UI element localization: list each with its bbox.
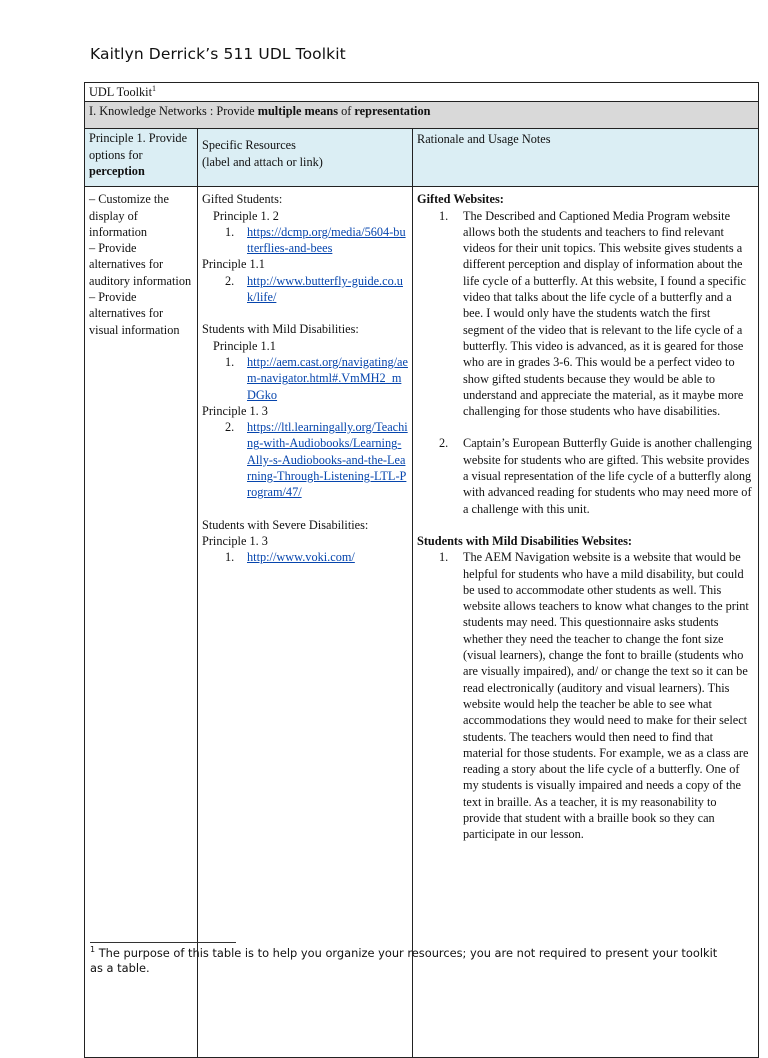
footnote-text: The purpose of this table is to help you organize your resources; you are not required to present your toolkit as a table.	[90, 946, 718, 975]
butterfly-guide-link[interactable]: http://www.butterfly-guide.co.uk/life/	[247, 273, 403, 305]
severe-principle-1-3: Principle 1. 3	[202, 533, 268, 548]
principle-header-bold: perception	[89, 163, 145, 178]
content-row	[85, 187, 759, 1058]
rationale-item	[417, 435, 754, 516]
section-mid: of	[338, 104, 355, 119]
mild-principle-1-3: Principle 1. 3	[202, 403, 268, 418]
footnote-separator	[90, 942, 236, 943]
section-header-cell	[85, 102, 759, 129]
rationale-item	[417, 549, 754, 842]
mild-resource-item	[202, 354, 408, 403]
item-number: 1.	[439, 550, 449, 565]
dcmp-rationale-text: The Described and Captioned Media Program website allows both the students and teachers to find relevant videos for their unit topics. This website gives students a different perception and display of information about the life cycle of a butterfly. At this website, I found a specific video that talks about the life cycle of a butterfly and a bee. I would only have the students watch the first segment of the video that is relevant to the life cycle of a butterfly. This video is advanced, as it is geared for those who are in grades 3-6. This would be a perfect video to show gifted students because they would be able to understand and appreciate the material, as it maybe more challenging for those students who have disabilities.	[463, 208, 746, 419]
rationale-header-text: Rationale and Usage Notes	[417, 132, 551, 147]
aem-rationale-text: The AEM Navigation website is a website that would be helpful for students who have a mild disability, but could be used to accommodate other students as well. This website allows teachers to know what changes to the print students may need. This questionnaire asks students whether they need the teacher to change the font size (visual learners), change the font to braille (students who are visually impaired), and/ or change the text so it can be read electronically (auditory and visual learners). This website would help the teacher be able to see what accommodations they would need to make for their select students. The teachers would then need to find that material for those students. For example, we as a class are reading a story about the life cycle of a butterfly. One of my students is visually impaired and needs a copy of the text in braille. As a teacher, it is my reasonability to provide that student with a braille book so they can participate in our lesson.	[463, 550, 749, 842]
resources-header-line2: (label and attach or link)	[202, 154, 323, 169]
mild-disabilities-heading: Students with Mild Disabilities:	[202, 322, 359, 337]
mild-principle-1-1: Principle 1.1	[213, 338, 276, 353]
resources-header-line1: Specific Resources	[202, 138, 296, 153]
mild-disabilities-websites-heading: Students with Mild Disabilities Websites:	[417, 533, 632, 548]
column-header-row	[85, 129, 759, 187]
gifted-principle-1-1: Principle 1.1	[202, 257, 265, 272]
footnote	[90, 946, 730, 976]
gifted-websites-heading: Gifted Websites:	[417, 192, 504, 207]
toolkit-label: UDL Toolkit	[89, 85, 153, 99]
severe-disabilities-heading: Students with Severe Disabilities:	[202, 517, 369, 532]
section-bold-representation: representation	[354, 104, 431, 119]
gifted-resource-item	[202, 273, 408, 306]
footnote-marker: 1	[152, 83, 157, 93]
principle-header-cell	[85, 129, 198, 187]
item-number: 2.	[439, 436, 449, 451]
udl-toolkit-table	[84, 82, 759, 1058]
voki-link[interactable]: http://www.voki.com/	[247, 550, 355, 565]
item-number: 1.	[439, 208, 449, 223]
gifted-resource-item	[202, 224, 408, 257]
resources-header-cell	[198, 129, 413, 187]
learning-ally-link[interactable]: https://ltl.learningally.org/Teaching-with-Audiobooks/Learning-Ally-s-Audiobooks-and-the-Learning-Through-Listening-LTL-Program/47/	[247, 420, 408, 500]
section-bold-multiple-means: multiple means	[257, 104, 338, 119]
rationale-item	[417, 208, 754, 420]
aem-cast-link[interactable]: http://aem.cast.org/navigating/aem-navigator.html#.VmMH2_mDGko	[247, 354, 408, 402]
toolkit-title-row	[85, 83, 759, 102]
item-number: 1.	[225, 354, 235, 369]
mild-resource-item	[202, 419, 408, 500]
item-number: 2.	[225, 420, 235, 435]
severe-resource-item	[202, 549, 408, 565]
resources-body-cell	[198, 187, 413, 1058]
principle-options-text: – Customize the display of information – Provide alternatives for auditory information – Provide alternatives for visual information	[89, 192, 192, 337]
item-number: 2.	[225, 273, 235, 288]
section-prefix: I. Knowledge Networks : Provide	[89, 104, 258, 119]
section-header-row	[85, 102, 759, 129]
item-number: 1.	[225, 550, 235, 565]
gifted-principle-1-2: Principle 1. 2	[213, 208, 279, 223]
butterfly-guide-rationale-text: Captain’s European Butterfly Guide is another challenging website for students who are gifted. This website provides a visual representation of the life cycle of a butterfly along with advanced reading for students who may need more of a challenge with this unit.	[463, 436, 752, 516]
dcmp-link[interactable]: https://dcmp.org/media/5604-butterflies-and-bees	[247, 224, 406, 256]
footnote-number: 1	[90, 945, 96, 955]
page-title: Kaitlyn Derrick’s 511 UDL Toolkit	[90, 45, 346, 63]
gifted-students-heading: Gifted Students:	[202, 192, 283, 207]
rationale-body-cell	[413, 187, 759, 1058]
toolkit-title-cell	[85, 83, 759, 102]
item-number: 1.	[225, 224, 235, 239]
principle-header-text: Principle 1. Provide options for	[89, 131, 188, 162]
principle-body-cell	[85, 187, 198, 1058]
rationale-header-cell	[413, 129, 759, 187]
